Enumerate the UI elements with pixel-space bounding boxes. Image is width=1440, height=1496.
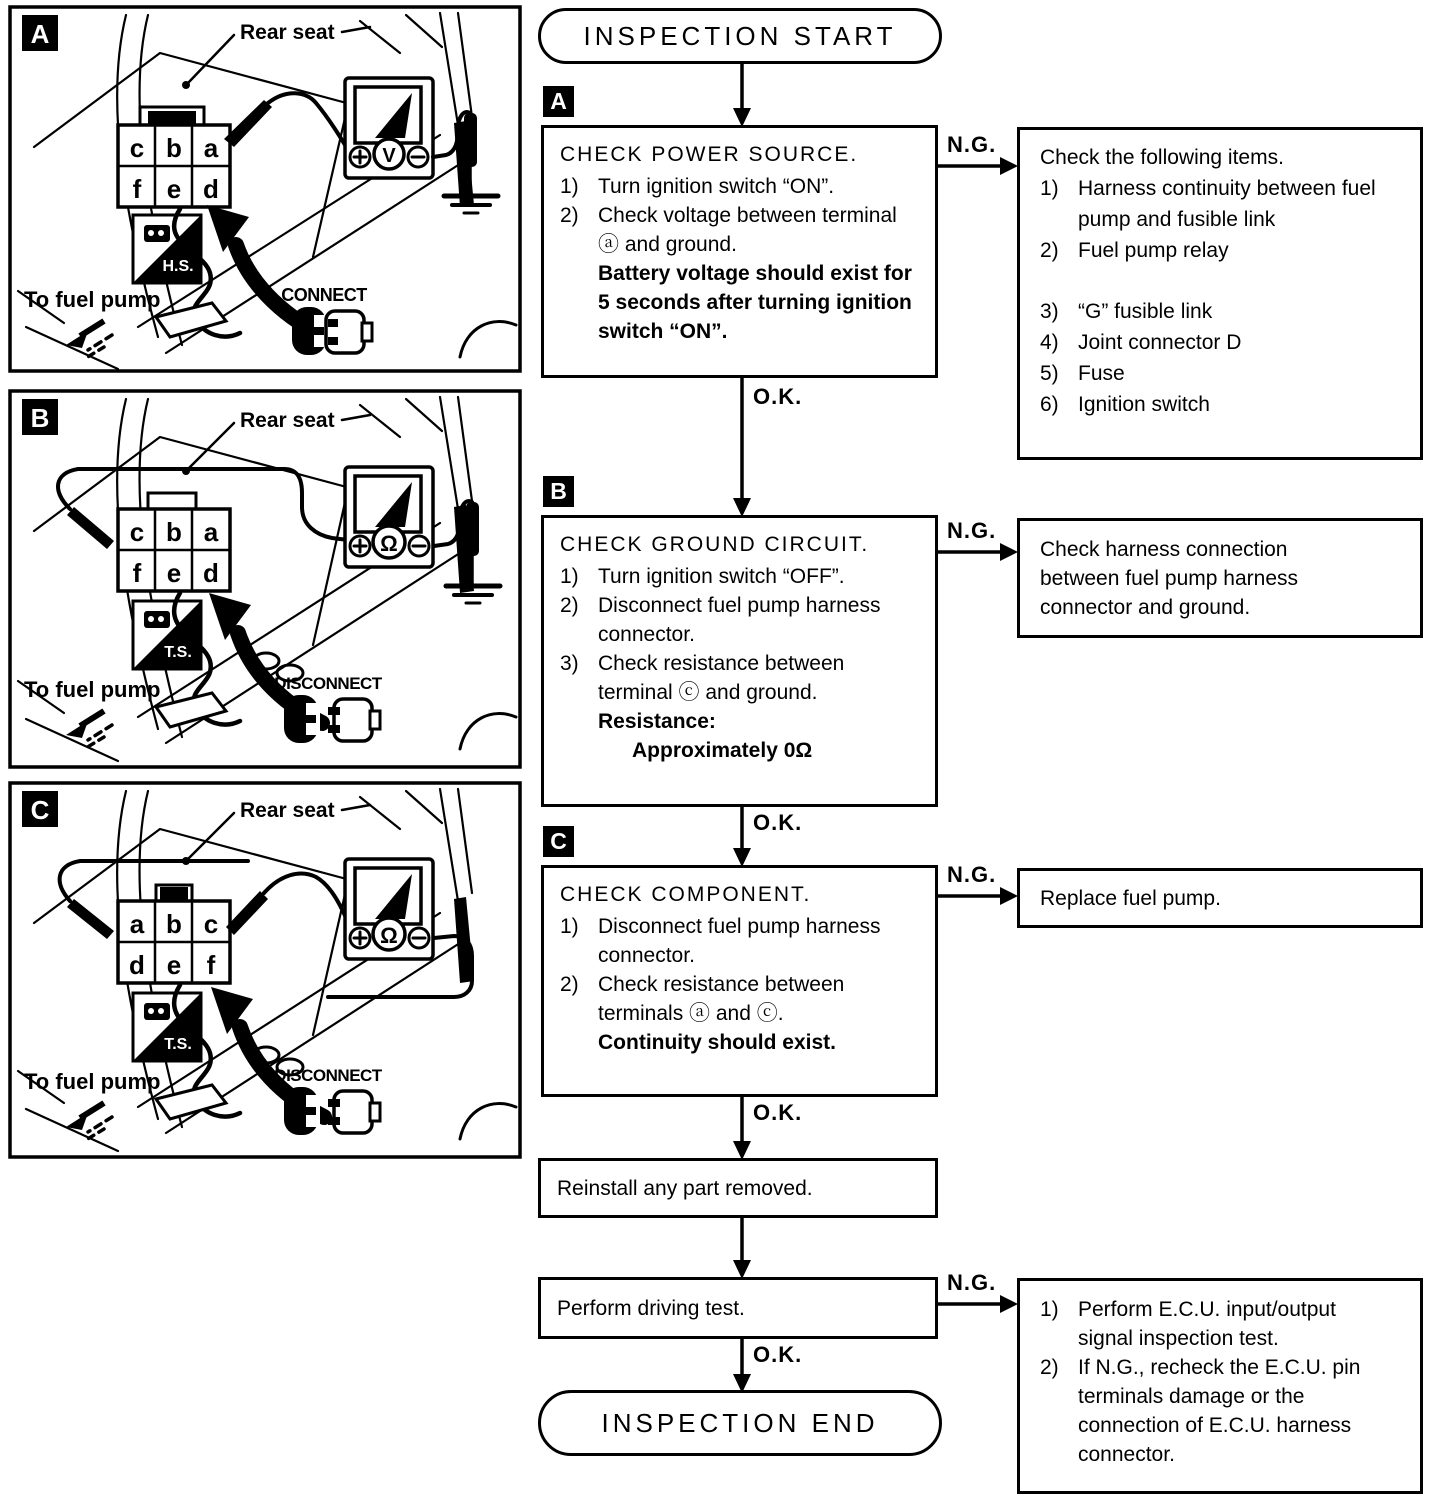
reinstall-box: Reinstall any part removed. <box>538 1158 938 1218</box>
ok-label-2: O.K. <box>750 810 805 836</box>
inspection-start-label: INSPECTION START <box>583 20 897 51</box>
item-4: 4) Joint connector D <box>1040 331 1242 354</box>
svg-text:Ω: Ω <box>380 923 398 948</box>
svg-text:T.S.: T.S. <box>164 644 192 661</box>
svg-text:e: e <box>166 558 182 588</box>
flow-tag-a: A <box>543 86 574 117</box>
plus-terminal-icon <box>350 928 370 948</box>
plus-terminal-icon <box>350 536 370 556</box>
to-fuel-pump-label: To fuel pump <box>24 1069 161 1094</box>
svg-text:C: C <box>30 795 50 825</box>
replace-fuel-pump-box: Replace fuel pump. <box>1017 868 1423 928</box>
harness-tool-icon <box>144 611 170 628</box>
svg-text:Rear seat: Rear seat <box>240 409 335 432</box>
svg-text:d: d <box>203 558 219 588</box>
step-1: 1) Disconnect fuel pump harness connector. <box>560 915 881 967</box>
panel-tag-b <box>22 399 58 435</box>
svg-text:DISCONNECT: DISCONNECT <box>274 1066 382 1085</box>
box-title: CHECK POWER SOURCE. <box>560 143 859 166</box>
ng-label-3: N.G. <box>944 862 999 888</box>
svg-text:H.S.: H.S. <box>162 258 194 275</box>
svg-text:Rear seat: Rear seat <box>240 799 335 822</box>
svg-text:f: f <box>206 950 216 980</box>
svg-text:f: f <box>132 174 142 204</box>
item-1: 1) Perform E.C.U. input/output signal inspection test. <box>1040 1298 1336 1350</box>
ohmmeter-icon <box>345 859 433 959</box>
svg-text:b: b <box>166 909 182 939</box>
svg-text:b: b <box>166 133 182 163</box>
ts-logo <box>133 993 201 1061</box>
step-2: 2) Disconnect fuel pump harness connector. <box>560 594 881 646</box>
inspection-start-node <box>538 8 942 64</box>
check-harness-connection-box: Check harness connection between fuel pump harness connector and ground. <box>1017 518 1423 638</box>
fuel-pump-connector <box>118 493 230 591</box>
step-3: 3) Check resistance between terminal ⓒ and ground. Resistance: Approximately 0Ω <box>560 652 845 762</box>
panel-tag-c <box>22 791 58 827</box>
svg-text:V: V <box>382 145 396 167</box>
svg-text:CONNECT: CONNECT <box>281 285 367 305</box>
item-6: 6) Ignition switch <box>1040 393 1210 416</box>
harness-tool-icon <box>144 1003 170 1020</box>
box-title: CHECK COMPONENT. <box>560 883 812 906</box>
minus-terminal-icon <box>408 147 428 167</box>
illustration-panel-a <box>8 5 522 373</box>
driving-test-box: Perform driving test. <box>538 1277 938 1339</box>
ok-label-1: O.K. <box>750 384 805 410</box>
box-title: CHECK GROUND CIRCUIT. <box>560 533 870 556</box>
step-1: 1) Turn ignition switch “ON”. <box>560 175 835 198</box>
ng-label-4: N.G. <box>944 1270 999 1296</box>
svg-text:A: A <box>30 19 50 49</box>
step-2: 2) Check resistance between terminals ⓐ and ⓒ. Continuity should exist. <box>560 973 845 1054</box>
to-fuel-pump-label: To fuel pump <box>24 287 161 312</box>
minus-terminal-icon <box>409 928 429 948</box>
check-component-box <box>541 865 938 1097</box>
item-3: 3) “G” fusible link <box>1040 300 1213 323</box>
check-power-source-box <box>541 125 938 378</box>
minus-terminal-icon <box>409 536 429 556</box>
ts-logo <box>133 601 201 669</box>
to-fuel-pump-label: To fuel pump <box>24 677 161 702</box>
inspection-end-node <box>538 1390 942 1456</box>
svg-text:f: f <box>132 558 142 588</box>
item-2: 2) Fuel pump relay <box>1040 239 1229 262</box>
check-following-items-box <box>1017 127 1423 460</box>
svg-text:Ω: Ω <box>380 531 398 556</box>
ecu-inspection-box <box>1017 1278 1423 1494</box>
svg-text:e: e <box>166 950 182 980</box>
item-1: 1) Harness continuity between fuel pump and fusible link <box>1040 177 1376 231</box>
ng-label-1: N.G. <box>944 132 999 158</box>
svg-text:T.S.: T.S. <box>164 1036 192 1053</box>
svg-text:d: d <box>129 950 145 980</box>
plus-terminal-icon <box>350 147 370 167</box>
svg-text:c: c <box>129 517 145 547</box>
harness-tool-icon <box>144 225 170 242</box>
ohmmeter-icon <box>345 467 433 567</box>
connect-icon <box>281 285 372 355</box>
flow-tag-b: B <box>543 476 574 507</box>
flow-tag-c: C <box>543 826 574 857</box>
item-2: 2) If N.G., recheck the E.C.U. pin terminals damage or the connection of E.C.U. harness connector. <box>1040 1356 1361 1466</box>
svg-text:DISCONNECT: DISCONNECT <box>274 674 382 693</box>
svg-text:a: a <box>203 517 219 547</box>
check-ground-circuit-box <box>541 515 938 807</box>
inspection-end-label: INSPECTION END <box>601 1407 879 1438</box>
disconnect-icon <box>274 674 383 743</box>
svg-text:c: c <box>129 133 145 163</box>
svg-text:a: a <box>129 909 145 939</box>
svg-text:d: d <box>203 174 219 204</box>
svg-text:a: a <box>203 133 219 163</box>
panel-tag-a <box>22 15 58 51</box>
svg-text:c: c <box>203 909 219 939</box>
fuel-pump-connector <box>118 885 230 983</box>
voltmeter-icon <box>345 78 433 178</box>
item-5: 5) Fuse <box>1040 362 1125 385</box>
svg-text:e: e <box>166 174 182 204</box>
step-1: 1) Turn ignition switch “OFF”. <box>560 565 845 588</box>
ok-label-4: O.K. <box>750 1342 805 1368</box>
svg-text:B: B <box>30 403 50 433</box>
step-2: 2) Check voltage between terminal ⓐ and ground. Battery voltage should exist for 5 seconds after turning ignition switch “ON”. <box>560 204 912 343</box>
ok-label-3: O.K. <box>750 1100 805 1126</box>
illustration-panel-c <box>8 781 522 1159</box>
svg-text:b: b <box>166 517 182 547</box>
illustration-panel-b <box>8 389 522 769</box>
svg-text:Rear seat: Rear seat <box>240 21 335 44</box>
box-title: Check the following items. <box>1040 146 1284 169</box>
ng-label-2: N.G. <box>944 518 999 544</box>
disconnect-icon <box>274 1066 383 1135</box>
